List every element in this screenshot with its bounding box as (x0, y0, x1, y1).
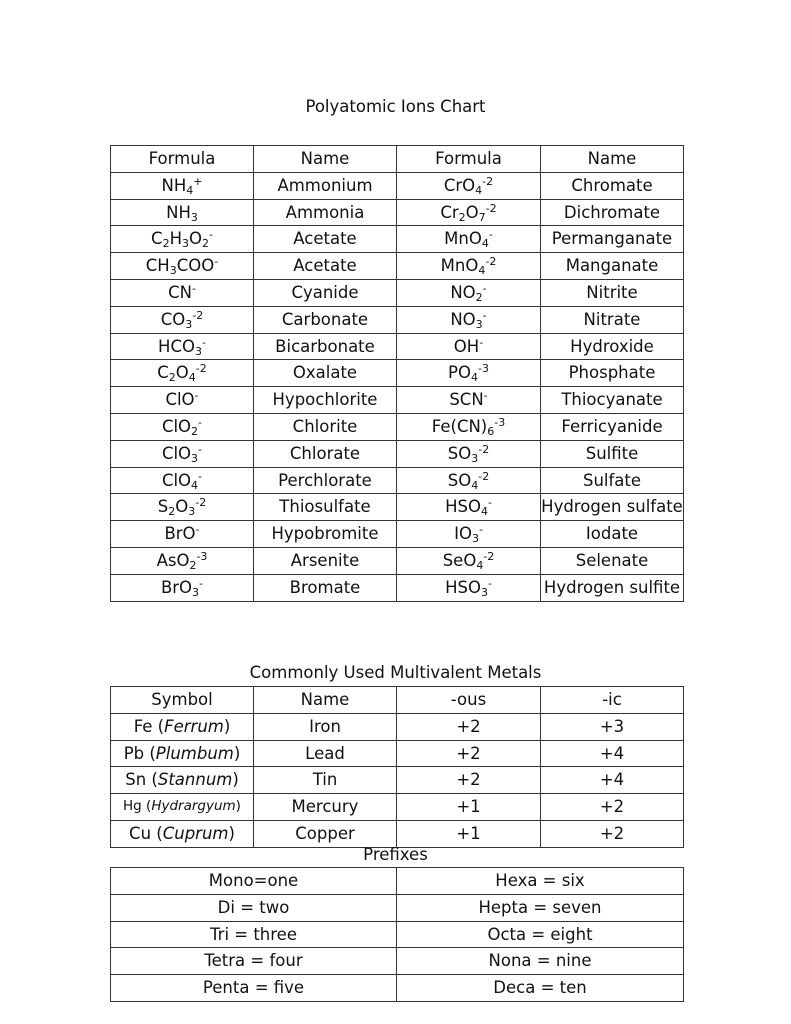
formula-header: Formula (111, 146, 254, 173)
name-header: Name (254, 146, 397, 173)
ic-cell: +2 (541, 820, 684, 847)
table-row (111, 172, 684, 199)
symbol-cell: Hg (Hydrargyum) (111, 794, 254, 821)
formula-subscript: 3 (191, 451, 199, 465)
formula-header: Formula (397, 146, 541, 173)
formula-subscript: 4 (476, 558, 484, 572)
formula-subscript: 3 (185, 317, 193, 331)
formula-charge: - (201, 335, 206, 349)
formula-charge: + (193, 174, 203, 188)
table-row (111, 494, 684, 521)
table-row (111, 975, 684, 1002)
formula-cell: $NH_3$ (111, 199, 254, 226)
formula-cell: MnO$_4^{-2}$ (397, 253, 541, 280)
prefix-cell: Hexa = six (397, 868, 684, 895)
table-row (111, 279, 684, 306)
table-row (111, 740, 684, 767)
symbol-cell: Fe (Ferrum) (111, 713, 254, 740)
formula-subscript: 7 (478, 210, 486, 224)
formula-charge: -3 (196, 549, 208, 563)
table-row (111, 387, 684, 414)
metal-name-cell: Tin (254, 767, 397, 794)
multivalent-metals-table (110, 686, 684, 848)
formula-subscript: 2 (201, 237, 209, 251)
table-row (111, 413, 684, 440)
table-row (111, 306, 684, 333)
prefix-cell: Hepta = seven (397, 894, 684, 921)
name-cell: Acetate (254, 226, 397, 253)
table-row (111, 948, 684, 975)
name-cell: Dichromate (541, 199, 684, 226)
name-cell: Nitrite (541, 279, 684, 306)
formula-subscript: 4 (475, 183, 483, 197)
name-cell: Arsenite (254, 547, 397, 574)
formula-charge: - (198, 442, 203, 456)
name-cell: Acetate (254, 253, 397, 280)
name-header: Name (541, 146, 684, 173)
prefix-cell: Mono=one (111, 868, 397, 895)
name-cell: Thiosulfate (254, 494, 397, 521)
prefix-cell: Nona = nine (397, 948, 684, 975)
latin-name: Hydrargyum (151, 798, 236, 815)
formula-charge: -2 (192, 308, 204, 322)
formula-cell: $NO_2^-$ (397, 279, 541, 306)
formula-charge: - (488, 228, 493, 242)
formula-cell: $HSO_3^-$ (397, 574, 541, 601)
name-cell: Hydrogen sulfate (541, 494, 684, 521)
formula-charge: -2 (478, 442, 490, 456)
formula-charge: - (214, 255, 219, 269)
prefix-cell: Octa = eight (397, 921, 684, 948)
formula-charge: -2 (478, 469, 490, 483)
name-cell: Ferricyanide (541, 413, 684, 440)
formula-cell: $NO_3^-$ (397, 306, 541, 333)
formula-cell: $Fe(CN)_6^{-3}$ (397, 413, 541, 440)
formula-cell: $HCO_3^-$ (111, 333, 254, 360)
table-row (111, 226, 684, 253)
formula-cell: BrO$_3$- (111, 574, 254, 601)
symbol-cell: Cu (Cuprum) (111, 820, 254, 847)
formula-cell: ClO$_2$- (111, 413, 254, 440)
formula-subscript: 2 (168, 505, 176, 519)
name-cell: Chromate (541, 172, 684, 199)
formula-charge: - (487, 496, 492, 510)
formula-cell: $PO_4^{-3}$ (397, 360, 541, 387)
formula-charge: - (199, 576, 204, 590)
formula-cell: $HSO_4^-$ (397, 494, 541, 521)
name-cell: Permanganate (541, 226, 684, 253)
formula-cell: $NH_4^+$ (111, 172, 254, 199)
formula-charge: - (194, 389, 199, 403)
formula-cell: $CO_3^{-2}$ (111, 306, 254, 333)
name-cell: Perchlorate (254, 467, 397, 494)
name-cell: Thiocyanate (541, 387, 684, 414)
name-cell: Iodate (541, 521, 684, 548)
formula-subscript: 3 (471, 532, 479, 546)
formula-charge: - (208, 228, 213, 242)
metals-header-cell: -ous (397, 687, 541, 714)
formula-subscript: 2 (475, 290, 483, 304)
table-row (111, 199, 684, 226)
ions-header-row (111, 146, 684, 173)
formula-charge: -2 (485, 201, 497, 215)
formula-cell: $SO_3^{-2}$ (397, 440, 541, 467)
formula-cell: MnO$_4$- (397, 226, 541, 253)
metal-name-cell: Lead (254, 740, 397, 767)
formula-subscript: 6 (487, 424, 495, 438)
formula-subscript: 2 (162, 237, 170, 251)
table-row (111, 921, 684, 948)
formula-charge: - (487, 576, 492, 590)
table-row (111, 253, 684, 280)
formula-cell: ClO$_4$- (111, 467, 254, 494)
formula-subscript: 2 (189, 558, 197, 572)
name-cell: Bicarbonate (254, 333, 397, 360)
formula-subscript: 3 (188, 505, 196, 519)
formula-subscript: 3 (190, 210, 198, 224)
name-cell: Hypobromite (254, 521, 397, 548)
formula-subscript: 4 (471, 478, 479, 492)
formula-subscript: 4 (470, 371, 478, 385)
formula-subscript: 4 (480, 505, 488, 519)
formula-charge: - (198, 469, 203, 483)
name-cell: Oxalate (254, 360, 397, 387)
name-cell: Hydroxide (541, 333, 684, 360)
formula-cell: CrO$_4^{-2}$ (397, 172, 541, 199)
table-row (111, 521, 684, 548)
name-cell: Chlorite (254, 413, 397, 440)
formula-subscript: 4 (478, 264, 486, 278)
name-cell: Carbonate (254, 306, 397, 333)
name-cell: Ammonia (254, 199, 397, 226)
name-cell: Selenate (541, 547, 684, 574)
name-cell: Phosphate (541, 360, 684, 387)
table-row (111, 868, 684, 895)
formula-subscript: 2 (458, 210, 466, 224)
table-row (111, 360, 684, 387)
formula-subscript: 4 (186, 183, 194, 197)
latin-name: Ferrum (164, 716, 224, 736)
formula-charge: - (198, 415, 203, 429)
formula-charge: - (483, 389, 488, 403)
ous-cell: +2 (397, 713, 541, 740)
prefix-cell: Tetra = four (111, 948, 397, 975)
table-row (111, 894, 684, 921)
formula-cell: AsO$_2^{-3}$ (111, 547, 254, 574)
formula-cell: ClO- (111, 387, 254, 414)
metals-header-cell: Symbol (111, 687, 254, 714)
table-row (111, 574, 684, 601)
formula-cell: $Cr_2O_7^{-2}$ (397, 199, 541, 226)
formula-subscript: 3 (194, 344, 202, 358)
ic-cell: +4 (541, 767, 684, 794)
formula-cell: SeO$_4^{-2}$ (397, 547, 541, 574)
formula-subscript: 3 (181, 237, 189, 251)
table-row (111, 440, 684, 467)
formula-charge: - (479, 335, 484, 349)
ions-title: Polyatomic Ions Chart (305, 97, 486, 116)
name-cell: Ammonium (254, 172, 397, 199)
formula-charge: -2 (195, 496, 207, 510)
name-cell: Sulfate (541, 467, 684, 494)
formula-cell: OH- (397, 333, 541, 360)
metal-name-cell: Iron (254, 713, 397, 740)
name-cell: Hypochlorite (254, 387, 397, 414)
prefix-cell: Penta = five (111, 975, 397, 1002)
ous-cell: +2 (397, 740, 541, 767)
metal-name-cell: Mercury (254, 794, 397, 821)
metals-header-cell: -ic (541, 687, 684, 714)
formula-charge: -2 (485, 255, 497, 269)
name-cell: Bromate (254, 574, 397, 601)
table-row (111, 767, 684, 794)
ous-cell: +1 (397, 794, 541, 821)
name-cell: Chlorate (254, 440, 397, 467)
formula-subscript: 4 (191, 478, 199, 492)
prefixes-table (110, 867, 684, 1002)
ous-cell: +2 (397, 767, 541, 794)
formula-cell: $C_2H_3O_2^-$ (111, 226, 254, 253)
formula-charge: -3 (494, 415, 506, 429)
formula-charge: - (195, 523, 200, 537)
formula-charge: - (482, 308, 487, 322)
latin-name: Stannum (157, 770, 233, 790)
formula-cell: BrO- (111, 521, 254, 548)
ous-cell: +1 (397, 820, 541, 847)
symbol-cell: Sn (Stannum) (111, 767, 254, 794)
name-cell: Sulfite (541, 440, 684, 467)
ic-cell: +2 (541, 794, 684, 821)
ic-cell: +3 (541, 713, 684, 740)
polyatomic-ions-table (110, 145, 684, 602)
metals-header-row (111, 687, 684, 714)
metal-name-cell: Copper (254, 820, 397, 847)
metals-header-cell: Name (254, 687, 397, 714)
latin-name: Cuprum (162, 823, 229, 843)
formula-charge: -2 (482, 174, 494, 188)
name-cell: Nitrate (541, 306, 684, 333)
formula-cell: SCN- (397, 387, 541, 414)
table-row (111, 820, 684, 847)
formula-subscript: 3 (475, 317, 483, 331)
formula-cell: $C_2O_4^{-2}$ (111, 360, 254, 387)
name-cell: Manganate (541, 253, 684, 280)
formula-subscript: 2 (168, 371, 176, 385)
formula-subscript: 3 (480, 585, 488, 599)
formula-subscript: 3 (471, 451, 479, 465)
prefix-cell: Di = two (111, 894, 397, 921)
name-cell: Hydrogen sulfite (541, 574, 684, 601)
formula-cell: $CH_3COO^-$ (111, 253, 254, 280)
formula-subscript: 3 (192, 585, 200, 599)
prefix-cell: Tri = three (111, 921, 397, 948)
table-row (111, 547, 684, 574)
formula-subscript: 3 (169, 264, 177, 278)
formula-charge: -2 (195, 362, 207, 376)
metals-title: Commonly Used Multivalent Metals (249, 663, 542, 682)
prefixes-title: Prefixes (363, 845, 428, 864)
table-row (111, 467, 684, 494)
prefix-cell: Deca = ten (397, 975, 684, 1002)
formula-charge: - (482, 281, 487, 295)
formula-charge: - (478, 523, 483, 537)
ic-cell: +4 (541, 740, 684, 767)
symbol-cell: Pb (Plumbum) (111, 740, 254, 767)
formula-cell: CN- (111, 279, 254, 306)
formula-charge: - (191, 281, 196, 295)
formula-charge: -2 (483, 549, 495, 563)
formula-cell: $S_2O_3^{-2}$ (111, 494, 254, 521)
formula-subscript: 4 (481, 237, 489, 251)
formula-subscript: 2 (191, 424, 199, 438)
formula-charge: -3 (477, 362, 489, 376)
table-row (111, 333, 684, 360)
latin-name: Plumbum (155, 743, 234, 763)
formula-cell: ClO$_3$- (111, 440, 254, 467)
formula-cell: $IO_3^-$ (397, 521, 541, 548)
formula-cell: $SO_4^{-2}$ (397, 467, 541, 494)
formula-subscript: 4 (188, 371, 196, 385)
name-cell: Cyanide (254, 279, 397, 306)
table-row (111, 794, 684, 821)
table-row (111, 713, 684, 740)
